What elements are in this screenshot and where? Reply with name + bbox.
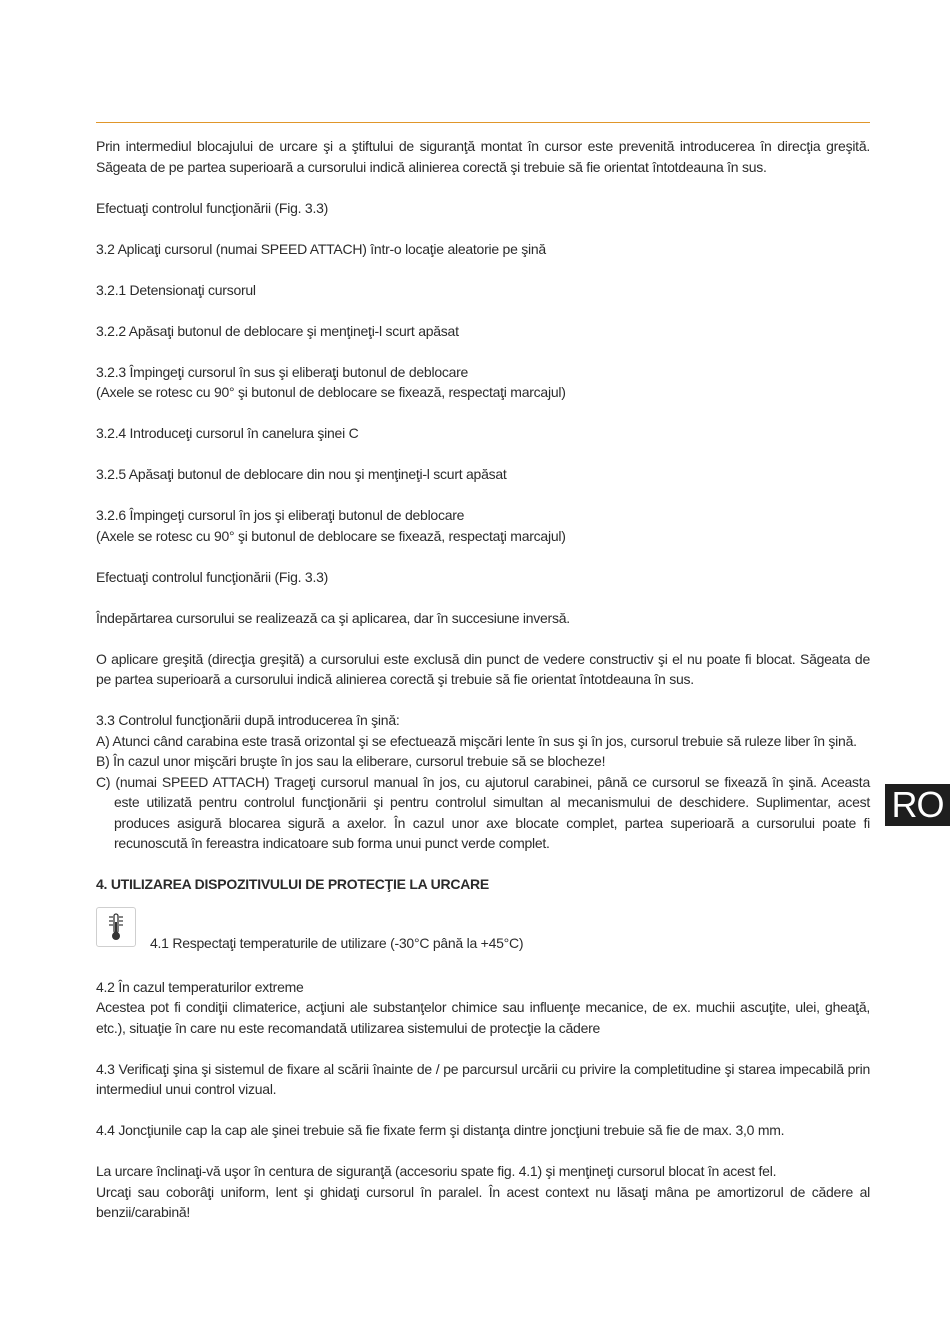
paragraph-removal: Îndepărtarea cursorului se realizează ca şi aplicarea, dar în succesiune inversă. xyxy=(96,609,570,626)
paragraph-wrong-application: O aplicare greşită (direcţia greşită) a cursorului este exclusă din punct de vedere constructiv şi el nu poate fi blocat. Săgeata de pe partea superioară a cursorului indică alinierea corectă şi trebuie să fie orientat întotdeauna în sus. xyxy=(96,650,870,687)
header-rule xyxy=(96,122,870,123)
paragraph-3-2-6-line: 3.2.6 Împingeţi cursorul în jos şi eliberaţi butonul de deblocare xyxy=(96,507,465,523)
paragraph-3-2-6-note: (Axele se rotesc cu 90° şi butonul de deblocare se fixează, respectaţi marcajul) xyxy=(96,527,566,544)
list-item-a: A) Atunci când carabina este trasă orizontal şi se efectuează mişcări lente în sus şi în jos, cursorul trebuie să ruleze liber în şină. xyxy=(96,732,857,749)
paragraph-4-4: 4.4 Joncţiunile cap la cap ale şinei trebuie să fie fixate ferm şi distanţa dintre joncţiuni trebuie să fie de max. 3,0 mm. xyxy=(96,1122,785,1138)
paragraph-3-2-3 xyxy=(96,362,870,403)
paragraph-4-1: 4.1 Respectaţi temperaturile de utilizare (-30°C până la +45°C) xyxy=(150,935,524,951)
paragraph-4-2-body: Acestea pot fi condiţii climaterice, acţiuni ale substanţelor chimice sau influenţe mecanice, de ex. muchii ascuţite, ulei, gheaţă, etc.), situaţie în care nu este recomandată utilizarea sistemului de protecţie la cădere xyxy=(96,999,870,1036)
paragraph-climbing xyxy=(96,1161,870,1223)
paragraph-4-2 xyxy=(96,977,870,1039)
language-tab: RO xyxy=(885,784,950,826)
paragraph-4-3: 4.3 Verificaţi şina şi sistemul de fixare al scării înainte de / pe parcursul urcării cu privire la completitudine şi starea impecabilă prin intermediul unui control vizual. xyxy=(96,1060,870,1097)
paragraph-3-2-5: 3.2.5 Apăsaţi butonul de deblocare din nou şi menţineţi-l scurt apăsat xyxy=(96,466,507,482)
paragraph-3-2-4: 3.2.4 Introduceţi cursorul în canelura şinei C xyxy=(96,425,359,441)
paragraph-3-2-3-note: (Axele se rotesc cu 90° şi butonul de deblocare se fixează, respectaţi marcajul) xyxy=(96,384,566,400)
paragraph-4-2-title: 4.2 În cazul temperaturilor extreme xyxy=(96,978,304,995)
section-heading-4: 4. UTILIZAREA DISPOZITIVULUI DE PROTECŢIE LA URCARE xyxy=(96,876,490,892)
paragraph-3-2-3-line: 3.2.3 Împingeţi cursorul în sus şi eliberaţi butonul de deblocare xyxy=(96,363,469,380)
paragraph-intro: Prin intermediul blocajului de urcare şi a ştiftului de siguranţă montat în cursor este prevenită introducerea în direcţia greşită. Săgeata de pe partea superioară a cursorului indică alinierea corectă şi trebuie să fie orientat întotdeauna în sus. xyxy=(96,138,870,175)
section-3-3-title: 3.3 Controlul funcţionării după introducerea în şină: xyxy=(96,712,400,728)
section-3-3 xyxy=(96,710,870,854)
paragraph-climbing-line-1: La urcare înclinaţi-vă uşor în centura de siguranţă (accesoriu spate fig. 4.1) şi menţineţi cursorul blocat în acest fel. xyxy=(96,1163,777,1179)
paragraph-3-2-1: 3.2.1 Detensionaţi cursorul xyxy=(96,281,256,298)
paragraph-function-check-2: Efectuaţi controlul funcţionării (Fig. 3.3) xyxy=(96,568,329,585)
temperature-row xyxy=(96,915,870,956)
list-item-b: B) În cazul unor mişcări bruşte în jos sau la eliberare, cursorul trebuie să se blocheze! xyxy=(96,753,606,769)
paragraph-climbing-line-2: Urcaţi sau coborâţi uniform, lent şi ghidaţi cursorul în paralel. În acest context nu lăsaţi mâna pe amortizorul de cădere al benzii/carabină! xyxy=(96,1183,870,1220)
document-body xyxy=(96,136,870,1243)
paragraph-3-2-6 xyxy=(96,505,870,546)
paragraph-3-2-2: 3.2.2 Apăsaţi butonul de deblocare şi menţineţi-l scurt apăsat xyxy=(96,322,459,339)
list-item-c: C) (numai SPEED ATTACH) Trageţi cursorul manual în jos, cu ajutorul carabinei, până ce cursorul se fixează în şină. Aceasta este utilizată pentru controlul funcţionării şi pentru controlul simultan al mecanismului de deschidere. Suplimentar, acest produces asigură blocarea sigură a axelor. În cazul unor axe blocate complet, partea superioară a cursorului poate fi recunoscută în fereastra indicatoare sub forma unui punct verde complet. xyxy=(96,773,870,851)
paragraph-3-2: 3.2 Aplicaţi cursorul (numai SPEED ATTACH) într-o locaţie aleatorie pe şină xyxy=(96,240,546,257)
thermometer-icon xyxy=(96,907,136,947)
paragraph-function-check-1: Efectuaţi controlul funcţionării (Fig. 3.3) xyxy=(96,199,329,216)
